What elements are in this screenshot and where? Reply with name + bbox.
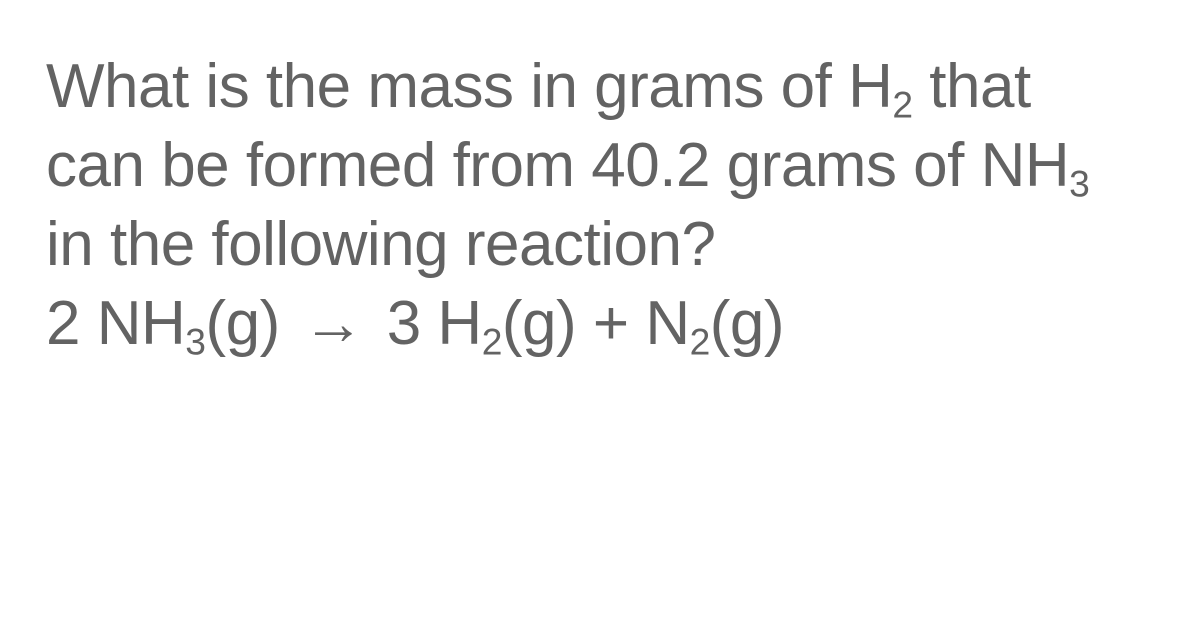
question-line-1	[46, 47, 1186, 126]
product-n2: + N	[576, 289, 690, 358]
product-h2-subscript: 2	[481, 320, 502, 363]
reactant-nh3-subscript: 3	[185, 320, 206, 363]
question-line-1-tail: that	[912, 52, 1031, 121]
question-line-2	[46, 126, 1186, 205]
reaction-arrow-icon: →	[302, 289, 364, 358]
h2-subscript: 2	[892, 83, 913, 126]
reaction-equation	[46, 284, 1186, 363]
question-line-3-text: in the following reaction?	[46, 210, 716, 279]
reactant-nh3: 2 NH	[46, 289, 186, 358]
question-line-2-text: can be formed from 40.2 grams of NH	[46, 131, 1070, 200]
product-n2-state: (g)	[709, 289, 785, 358]
question-line-1-text: What is the mass in grams of H	[46, 52, 893, 121]
product-h2-state: (g)	[501, 289, 577, 358]
product-n2-subscript: 2	[689, 320, 710, 363]
nh3-subscript: 3	[1069, 162, 1090, 205]
product-h2: 3 H	[386, 289, 482, 358]
reactant-nh3-state: (g)	[205, 289, 280, 358]
question-line-3	[46, 205, 1186, 284]
question-text	[46, 47, 1186, 363]
